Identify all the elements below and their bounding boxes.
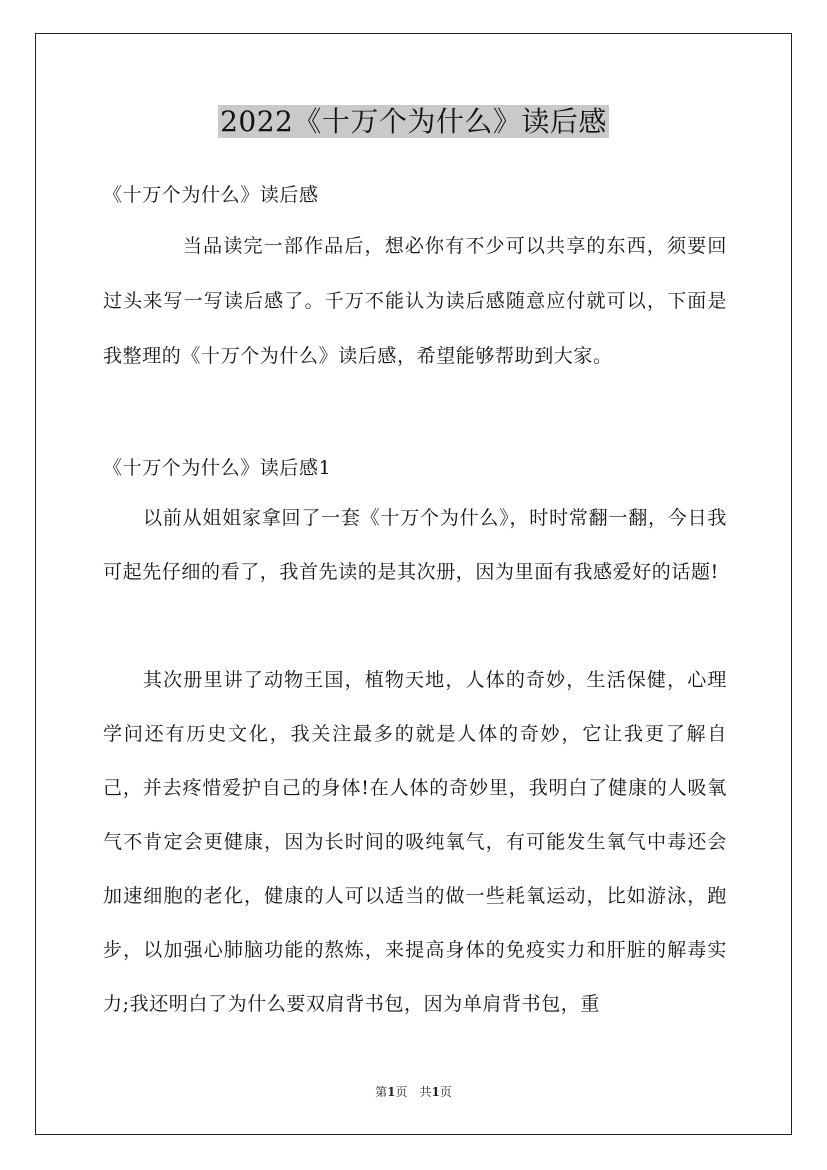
footer-page-total: 1 bbox=[431, 1085, 440, 1099]
subtitle: 《十万个为什么》读后感 bbox=[103, 184, 319, 206]
document-title-wrapper bbox=[0, 100, 827, 144]
page-footer bbox=[0, 1083, 827, 1100]
intro-paragraph: 当品读完一部作品后，想必你有不少可以共享的东西，须要回过头来写一写读后感了。千万不能认为读后感随意应付就可以，下面是我整理的《十万个为什么》读后感，希望能够帮助到大家。 bbox=[103, 235, 727, 367]
section-heading: 《十万个为什么》读后感1 bbox=[103, 457, 332, 479]
footer-suffix: 页 bbox=[439, 1085, 452, 1099]
footer-page-number: 1 bbox=[387, 1085, 396, 1099]
body-paragraph-2: 其次册里讲了动物王国，植物天地，人体的奇妙，生活保健，心理学问还有历史文化，我关注最多的就是人体的奇妙，它让我更了解自己，并去疼惜爱护自己的身体!在人体的奇妙里，我明白了健康的人吸氧气不肯定会更健康，因为长时间的吸纯氧气，有可能发生氧气中毒还会加速细胞的老化，健康的人可以适当的做一些耗氧运动，比如游泳，跑步，以加强心肺脑功能的熬炼，来提高身体的免疫实力和肝脏的解毒实力;我还明白了为什么要双肩背书包，因为单肩背书包，重 bbox=[103, 669, 727, 1015]
footer-mid: 页 共 bbox=[395, 1085, 432, 1099]
body-paragraph-1: 以前从姐姐家拿回了一套《十万个为什么》，时时常翻一翻，今日我可起先仔细的看了，我首先读的是其次册，因为里面有我感爱好的话题! bbox=[103, 507, 727, 583]
footer-prefix: 第 bbox=[375, 1085, 388, 1099]
document-title: 2022《十万个为什么》读后感 bbox=[220, 105, 607, 138]
